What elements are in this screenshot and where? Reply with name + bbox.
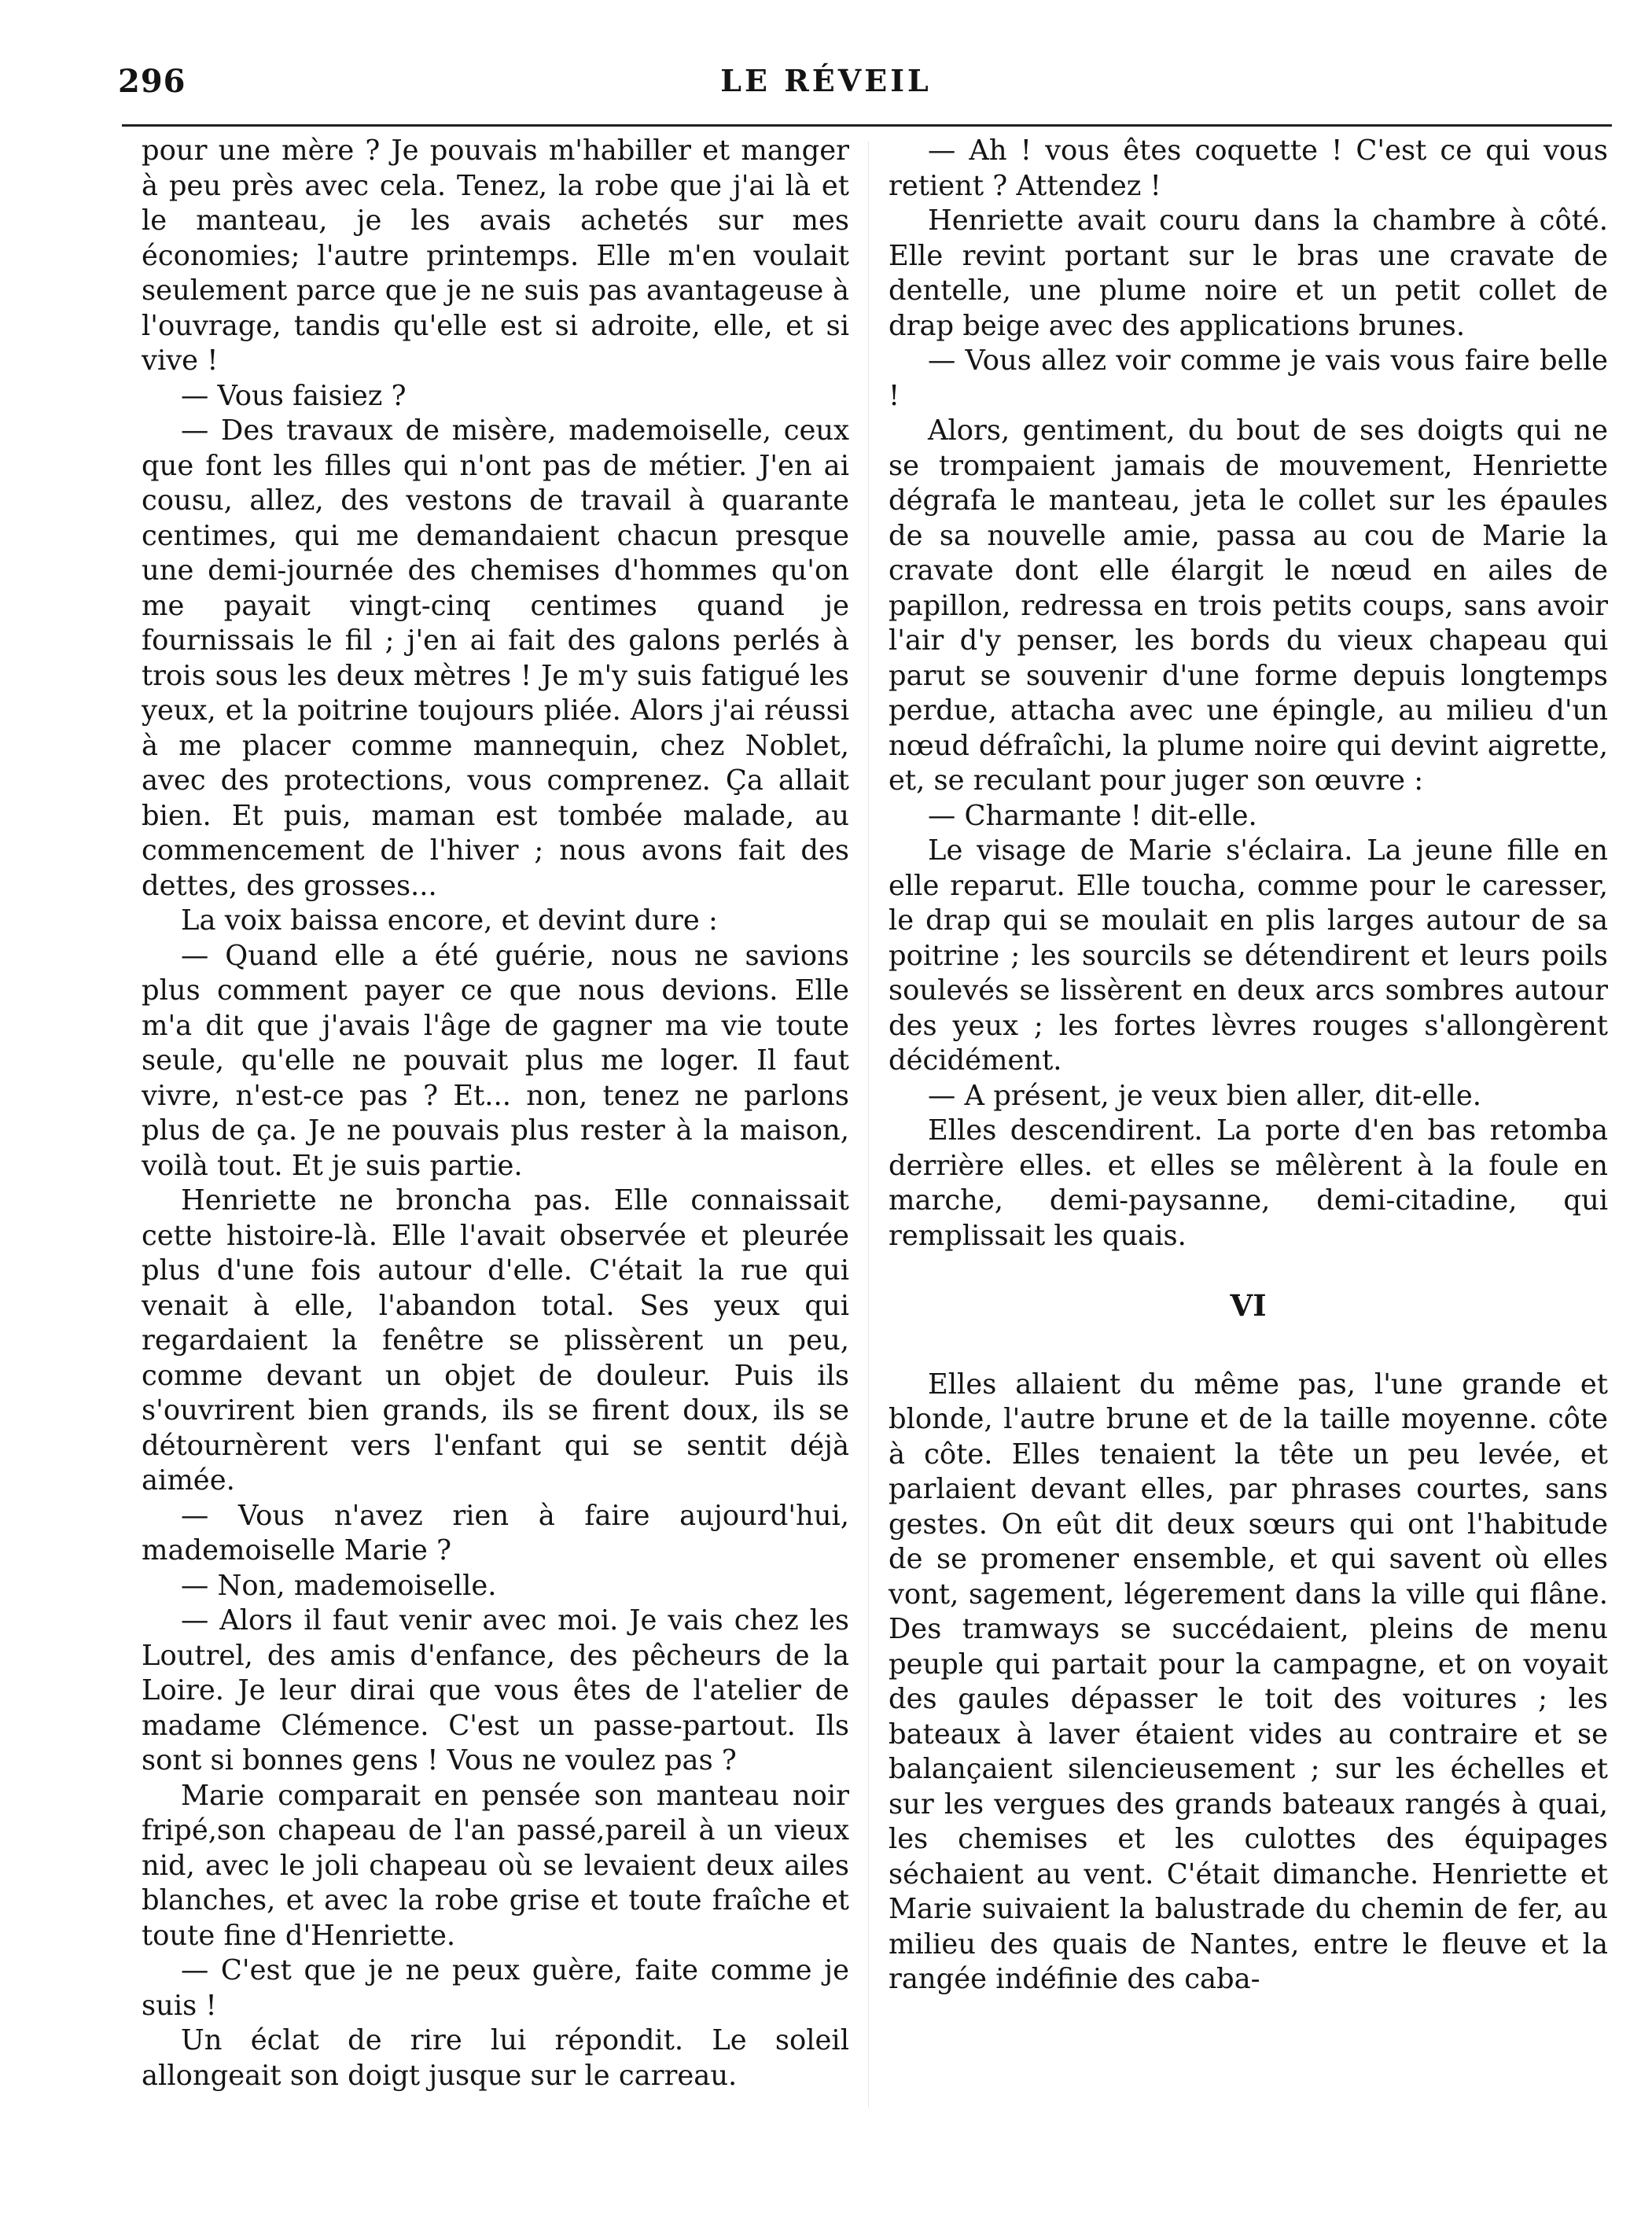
header-rule bbox=[122, 124, 1612, 127]
paragraph: Elles descendirent. La porte d'en bas retomba derrière elles. et elles se mêlèrent à la foule en marche, demi-paysanne, demi-citadine, qui remplissait les quais. bbox=[889, 1114, 1608, 1252]
paragraph: — A présent, je veux bien aller, dit-elle. bbox=[928, 1079, 1481, 1112]
paragraph: — Non, mademoiselle. bbox=[181, 1569, 497, 1602]
paragraph: La voix baissa encore, et devint dure : bbox=[181, 904, 718, 937]
section-heading: VI bbox=[1230, 1288, 1267, 1323]
paragraph: — Quand elle a été guérie, nous ne savions plus comment payer ce que nous devions. Elle m'a dit que j'avais l'âge de gagner ma vie toute seule, qu'elle ne pouvait plus me loger. Il faut vivre, n'est-ce pas ? Et... non, tenez ne parlons plus de ça. Je ne pouvais plus rester à la maison, voilà tout. Et je suis partie. bbox=[142, 939, 849, 1182]
page-number: 296 bbox=[118, 63, 186, 100]
right-column bbox=[889, 134, 1608, 1998]
paragraph: Henriette avait couru dans la chambre à côté. Elle revint portant sur le bras une cravate de dentelle, une plume noire et un petit collet de drap beige avec des applications brunes. bbox=[889, 204, 1608, 342]
paragraph: Henriette ne broncha pas. Elle connaissait cette histoire-là. Elle l'avait observée et pleurée plus d'une fois autour d'elle. C'était la rue qui venait à elle, l'abandon total. Ses yeux qui regardaient la fenêtre se plissèrent un peu, comme devant un objet de douleur. Puis ils s'ouvrirent bien grands, ils se firent doux, ils se détournèrent vers l'enfant qui se sentit déjà aimée. bbox=[142, 1184, 849, 1497]
paragraph: Le visage de Marie s'éclaira. La jeune fille en elle reparut. Elle toucha, comme pour le caresser, le drap qui se moulait en plis larges autour de sa poitrine ; les sourcils se détendirent et leurs poils soulevés se lissèrent en deux arcs sombres autour des yeux ; les fortes lèvres rouges s'allongèrent décidément. bbox=[889, 834, 1608, 1077]
paragraph: — Ah ! vous êtes coquette ! C'est ce qui vous retient ? Attendez ! bbox=[889, 134, 1608, 202]
paragraph: — Vous faisiez ? bbox=[181, 379, 407, 412]
paragraph: pour une mère ? Je pouvais m'habiller et manger à peu près avec cela. Tenez, la robe que j'ai là et le manteau, je les avais achetés sur mes économies; l'autre printemps. Elle m'en voulait seulement parce que je ne suis pas avantageuse à l'ouvrage, tandis qu'elle est si adroite, elle, et si vive ! bbox=[142, 134, 849, 377]
paragraph: Alors, gentiment, du bout de ses doigts qui ne se trompaient jamais de mouvement, Henriette dégrafa le manteau, jeta le collet sur les épaules de sa nouvelle amie, passa au cou de Marie la cravate dont elle élargit le nœud en ailes de papillon, redressa en trois petits coups, sans avoir l'air d'y penser, les bords du vieux chapeau qui parut se souvenir d'une forme depuis longtemps perdue, attacha avec une épingle, au milieu d'un nœud défraîchi, la plume noire qui devint aigrette, et, se reculant pour juger son œuvre : bbox=[889, 414, 1608, 797]
paragraph: — Charmante ! dit-elle. bbox=[928, 799, 1257, 832]
paragraph: — Alors il faut venir avec moi. Je vais chez les Loutrel, des amis d'enfance, des pêcheurs de la Loire. Je leur dirai que vous êtes de l'atelier de madame Clémence. C'est un passe-partout. Ils sont si bonnes gens ! Vous ne voulez pas ? bbox=[142, 1604, 849, 1777]
column-gap bbox=[868, 142, 869, 2108]
running-head-title: LE RÉVEIL bbox=[720, 63, 932, 98]
paragraph: — Vous n'avez rien à faire aujourd'hui, mademoiselle Marie ? bbox=[142, 1499, 849, 1567]
paragraph: Un éclat de rire lui répondit. Le soleil allongeait son doigt jusque sur le carreau. bbox=[142, 2024, 849, 2092]
paragraph: — Des travaux de misère, mademoiselle, ceux que font les filles qui n'ont pas de métier. J'en ai cousu, allez, des vestons de travail à quarante centimes, qui me demandaient chacun presque une demi-journée des chemises d'hommes qu'on me payait vingt-cinq centimes quand je fournissais le fil ; j'en ai fait des galons perlés à trois sous les deux mètres ! Je m'y suis fatigué les yeux, et la poitrine toujours pliée. Alors j'ai réussi à me placer comme mannequin, chez Noblet, avec des protections, vous comprenez. Ça allait bien. Et puis, maman est tombée malade, au commencement de l'hiver ; nous avons fait des dettes, des grosses... bbox=[142, 414, 849, 902]
paragraph: — Vous allez voir comme je vais vous faire belle ! bbox=[889, 344, 1608, 412]
left-column bbox=[142, 134, 849, 2093]
paragraph: Marie comparait en pensée son manteau noir fripé,son chapeau de l'an passé,pareil à un vieux nid, avec le joli chapeau où se levaient deux ailes blanches, et avec la robe grise et toute fraîche et toute fine d'Henriette. bbox=[142, 1779, 849, 1952]
paragraph: — C'est que je ne peux guère, faite comme je suis ! bbox=[142, 1954, 849, 2022]
paragraph: Elles allaient du même pas, l'une grande et blonde, l'autre brune et de la taille moyenne. côte à côte. Elles tenaient la tête un peu levée, et parlaient devant elles, par phrases courtes, sans gestes. On eût dit deux sœurs qui ont l'habitude de se promener ensemble, et qui savent où elles vont, sagement, légerement dans la ville qui flâne. Des tramways se succédaient, pleins de menu peuple qui partait pour la campagne, et on voyait des gaules dépasser le toit des voitures ; les bateaux à laver étaient vides au contraire et se balançaient silencieusement ; sur les échelles et sur les vergues des grands bateaux rangés à quai, les chemises et les culottes des équipages séchaient au vent. C'était dimanche. Henriette et Marie suivaient la balustrade du chemin de fer, au milieu des quais de Nantes, entre le fleuve et la rangée indéfinie des caba- bbox=[889, 1368, 1608, 1995]
